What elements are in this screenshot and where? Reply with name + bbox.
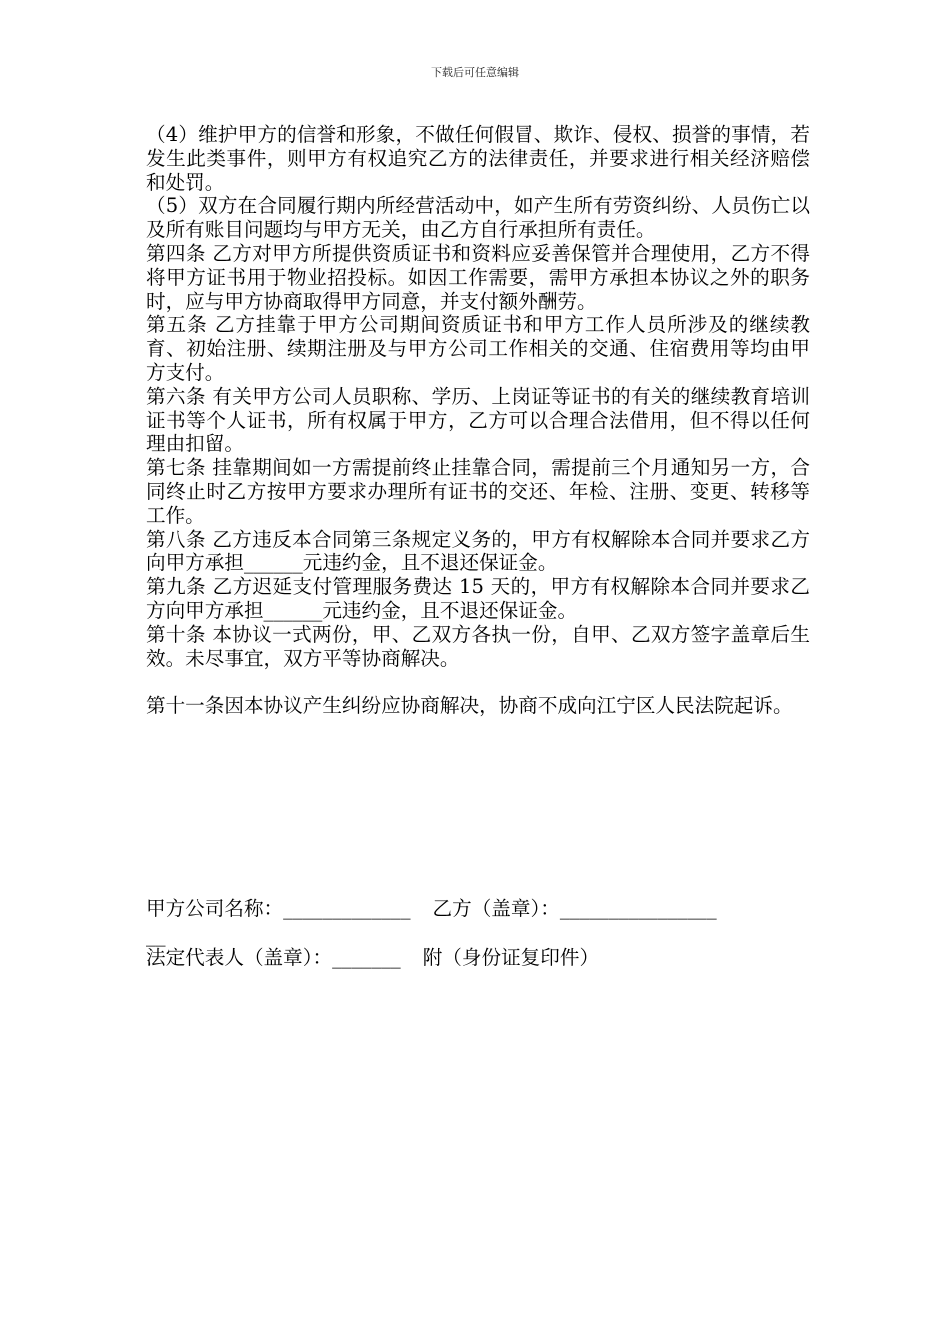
- party-b-seal-overflow: __: [146, 924, 166, 947]
- article-10: 第十条 本协议一式两份，甲、乙双方各执一份，自甲、乙双方签字盖章后生效。未尽事宜，双方平等协商解决。: [146, 622, 810, 670]
- party-a-company-field: 甲方公司名称：_____________: [146, 897, 411, 920]
- page-header-note: 下载后可任意编辑: [431, 66, 519, 79]
- signature-row-2: [146, 946, 810, 970]
- clause-4-integrity: （4）维护甲方的信誉和形象，不做任何假冒、欺诈、侵权、损誉的事情，若发生此类事件，则甲方有权追究乙方的法律责任，并要求进行相关经济赔偿和处罚。: [146, 123, 810, 194]
- contract-body: [146, 123, 810, 718]
- attachment-note: 附（身份证复印件）: [422, 946, 600, 969]
- article-4: 第四条 乙方对甲方所提供资质证书和资料应妥善保管并合理使用，乙方不得将甲方证书用于物业招投标。如因工作需要，需甲方承担本协议之外的职务时，应与甲方协商取得甲方同意，并支付额外酬劳。: [146, 241, 810, 313]
- article-7: 第七条 挂靠期间如一方需提前终止挂靠合同，需提前三个月通知另一方，合同终止时乙方按甲方要求办理所有证书的交还、年检、注册、变更、转移等工作。: [146, 456, 810, 527]
- legal-rep-field: 法定代表人（盖章）：_______: [146, 946, 401, 969]
- article-5: 第五条 乙方挂靠于甲方公司期间资质证书和甲方工作人员所涉及的继续教育、初始注册、续期注册及与甲方公司工作相关的交通、住宿费用等均由甲方支付。: [146, 313, 810, 384]
- signature-row-1: [146, 897, 810, 921]
- article-6: 第六条 有关甲方公司人员职称、学历、上岗证等证书的有关的继续教育培训证书等个人证书，所有权属于甲方，乙方可以合理合法借用，但不得以任何理由扣留。: [146, 384, 810, 456]
- article-11: 第十一条因本协议产生纠纷应协商解决，协商不成向江宁区人民法院起诉。: [146, 694, 793, 718]
- party-b-seal-field: 乙方（盖章）：________________: [432, 897, 717, 920]
- clause-5-liability: （5）双方在合同履行期内所经营活动中，如产生所有劳资纠纷、人员伤亡以及所有账目问题均与甲方无关，由乙方自行承担所有责任。: [146, 194, 810, 242]
- article-8: 第八条 乙方违反本合同第三条规定义务的，甲方有权解除本合同并要求乙方向甲方承担______元违约金，且不退还保证金。: [146, 527, 810, 575]
- article-9: 第九条 乙方迟延支付管理服务费达 15 天的，甲方有权解除本合同并要求乙方向甲方承担______元违约金，且不退还保证金。: [146, 575, 810, 622]
